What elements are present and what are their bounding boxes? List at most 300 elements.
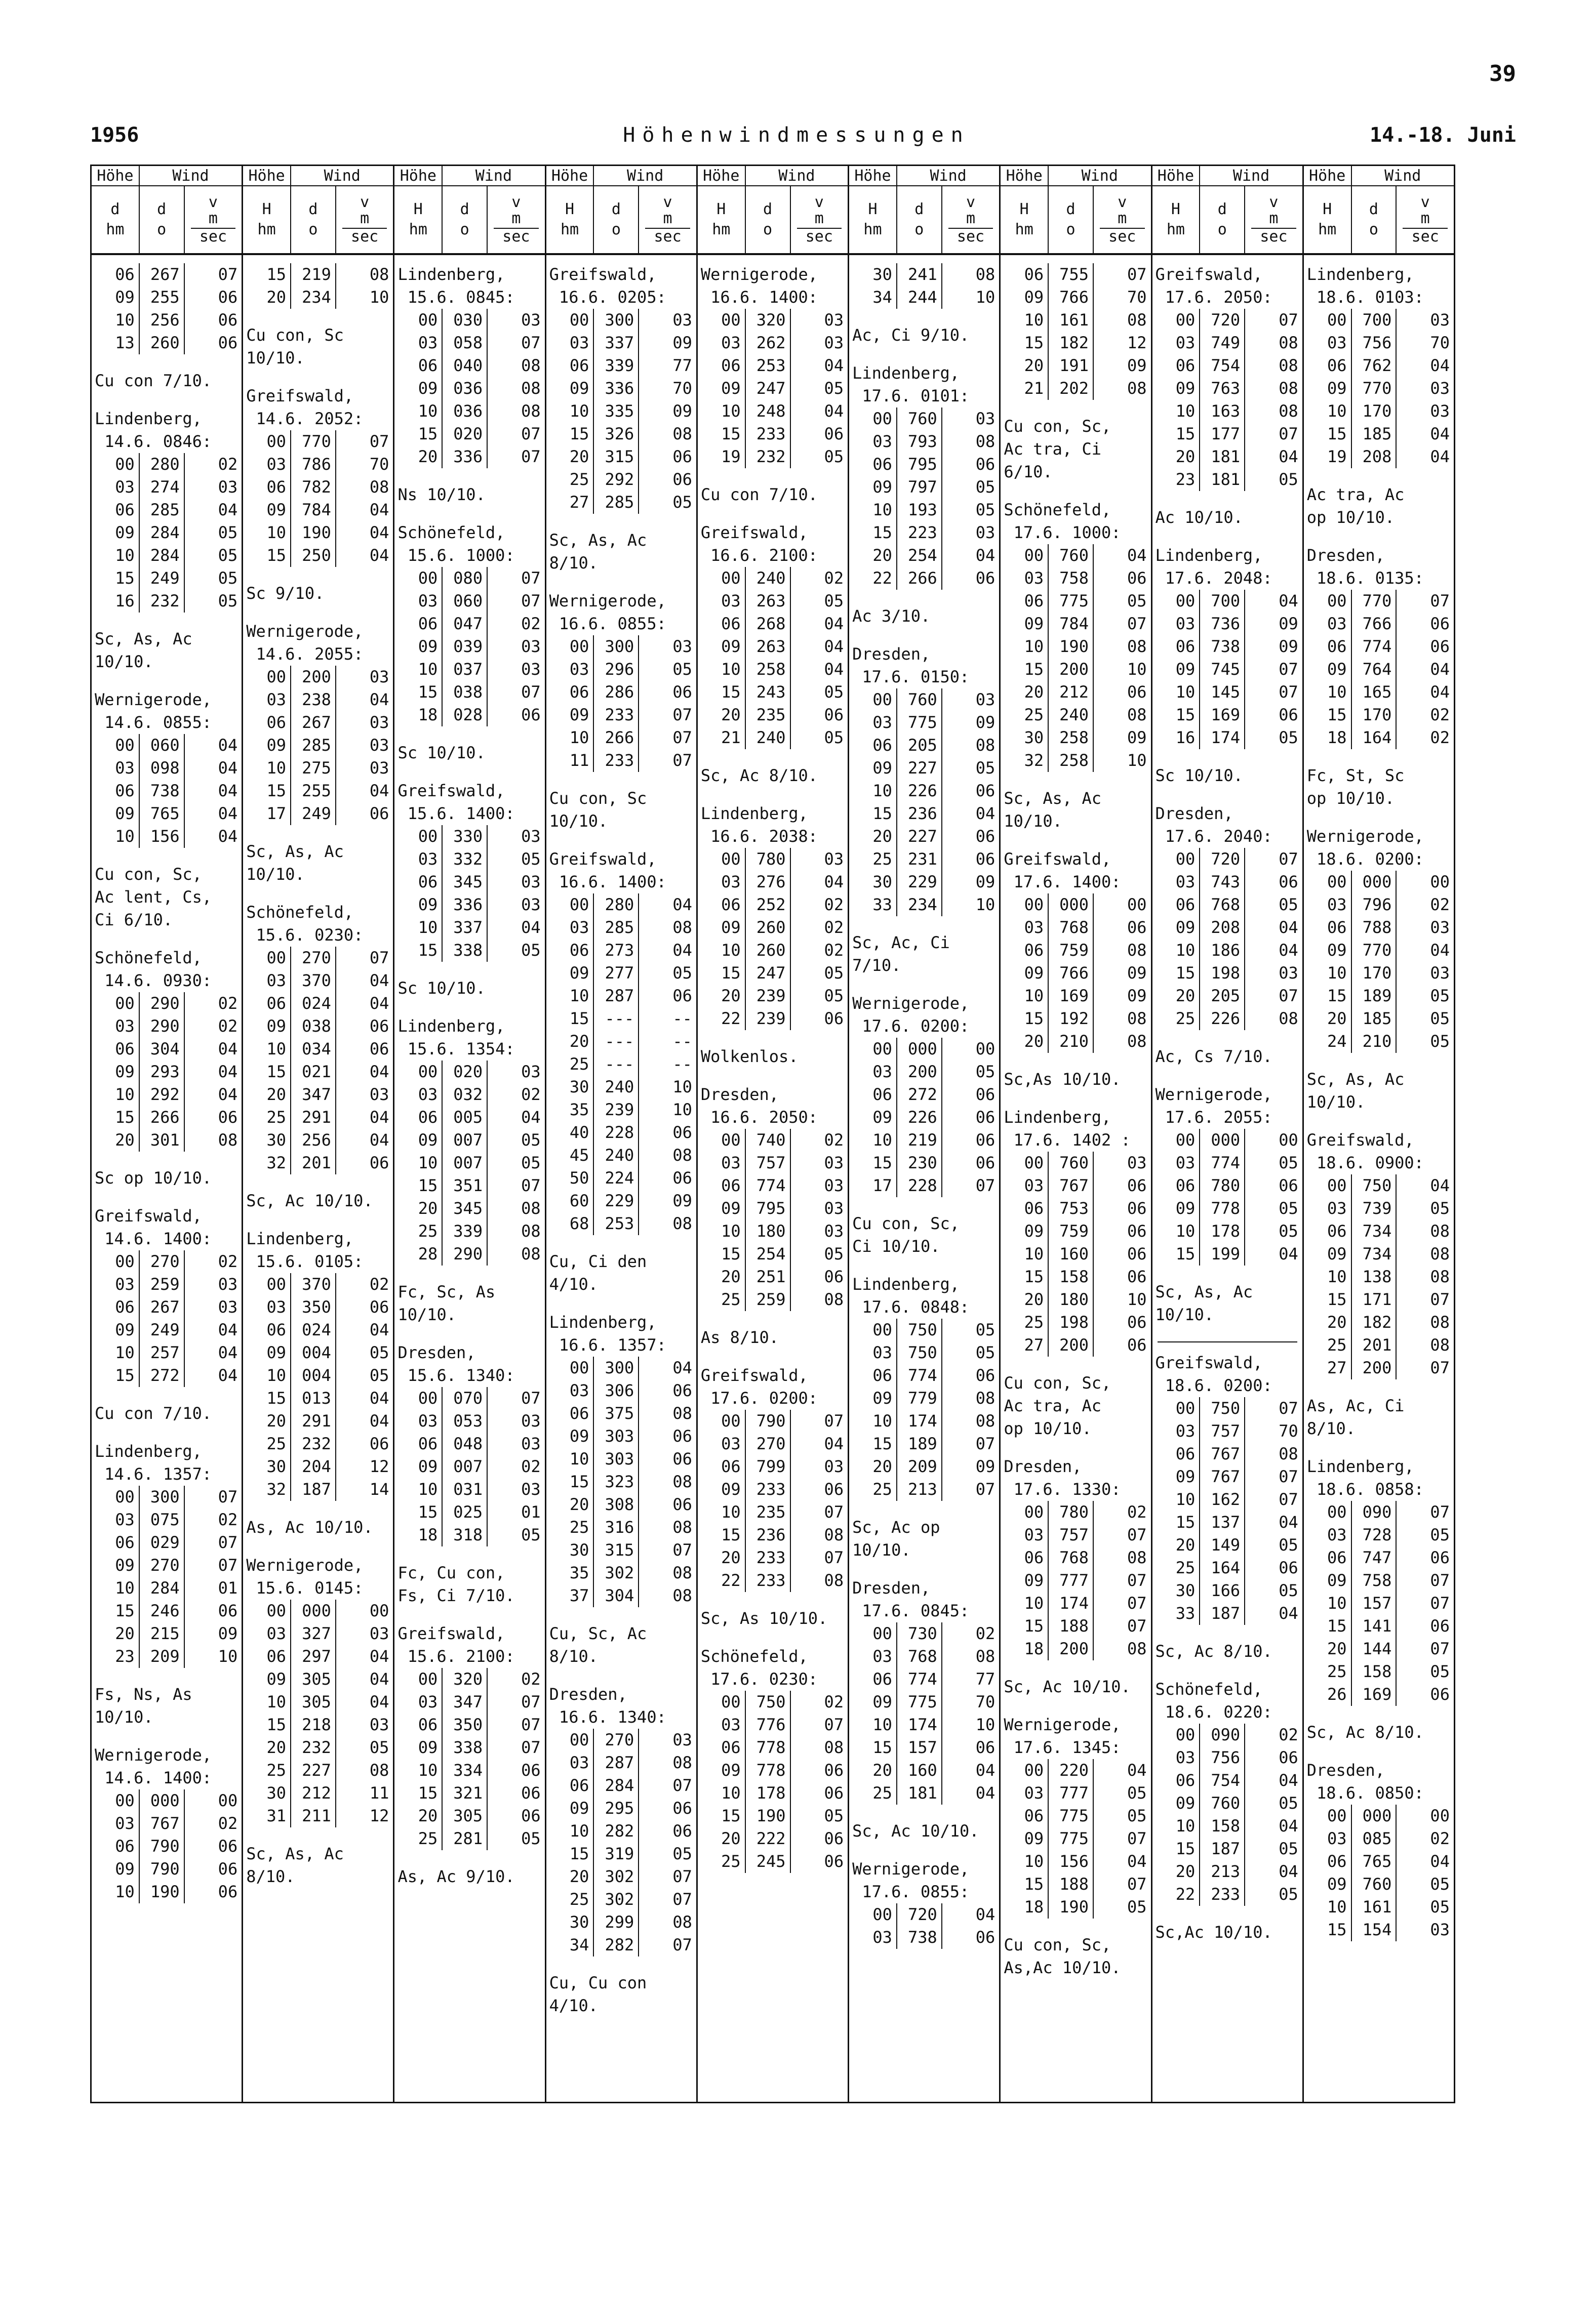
speed-cell: 06 (521, 1761, 541, 1780)
height-cell: 00 (243, 1600, 291, 1622)
speed-cell: 04 (369, 1320, 389, 1339)
table-row (849, 1341, 999, 1364)
table-row (243, 666, 393, 688)
speed-cell: 04 (975, 1783, 995, 1803)
header-v-symbol: v (1118, 193, 1127, 211)
direction-cell: 303 (594, 1425, 639, 1448)
header-direction-unit (291, 186, 336, 253)
table-row (1001, 704, 1150, 726)
header-hoehe: Höhe (243, 166, 291, 186)
height-cell: 68 (546, 1212, 594, 1235)
header-degree-unit: o (308, 221, 318, 238)
direction-cell: 249 (140, 567, 185, 590)
direction-cell: 330 (443, 825, 488, 848)
height-cell: 03 (849, 1645, 897, 1668)
table-row (1304, 354, 1454, 377)
speed-cell: 08 (672, 1146, 692, 1165)
header-height-unit (546, 186, 594, 253)
speed-cell: 03 (369, 758, 389, 778)
direction-cell: 174 (897, 1714, 942, 1736)
table-row (1152, 613, 1302, 635)
table-row (546, 962, 696, 985)
height-cell: 03 (546, 1379, 594, 1402)
page-number: 39 (1489, 61, 1516, 87)
station-label: Sc, Ac, Ci (852, 933, 950, 952)
speed-cell: 07 (521, 1176, 541, 1195)
direction-cell: 339 (443, 1220, 488, 1243)
direction-cell: 320 (746, 309, 791, 332)
speed-cell: 02 (824, 918, 844, 937)
measurement-block (849, 1516, 999, 1562)
header-v-symbol: v (1420, 193, 1430, 211)
speed-cell: 07 (1127, 1829, 1147, 1848)
table-row (698, 1569, 848, 1592)
direction-cell: 295 (594, 1797, 639, 1820)
height-cell: 10 (849, 1410, 897, 1433)
direction-cell: 778 (1200, 1197, 1245, 1220)
height-cell: 00 (1001, 1501, 1049, 1524)
table-row (1001, 916, 1150, 939)
station-label: Greifswald, (549, 265, 657, 284)
direction-cell: 238 (291, 688, 336, 711)
direction-cell: 020 (443, 423, 488, 445)
station-label: 17.6. 0230: (700, 1669, 818, 1689)
height-cell: 13 (92, 332, 140, 354)
speed-cell: 08 (369, 477, 389, 497)
height-cell: 10 (1152, 681, 1201, 704)
measurement-block (849, 931, 999, 977)
speed-cell: 09 (975, 713, 995, 732)
height-cell: 00 (394, 1668, 443, 1691)
speed-cell: 03 (521, 310, 541, 330)
speed-cell: 04 (218, 736, 238, 755)
table-row (243, 1600, 393, 1622)
height-cell: 09 (698, 1478, 746, 1501)
header-wind: Wind (1352, 166, 1454, 186)
header-hm-unit: hm (409, 221, 427, 238)
table-row (1304, 985, 1454, 1007)
speed-cell: 02 (521, 1457, 541, 1476)
measurement-block (394, 521, 544, 726)
direction-cell: 790 (140, 1858, 185, 1881)
header-wind: Wind (746, 166, 848, 186)
height-cell: 15 (1152, 423, 1201, 445)
height-cell: 03 (1304, 332, 1352, 354)
speed-cell: 04 (975, 546, 995, 565)
header-d-symbol: d (1369, 200, 1378, 218)
height-cell: 00 (849, 1319, 897, 1341)
speed-cell: 06 (1430, 1685, 1450, 1704)
header-v-symbol: v (814, 193, 824, 211)
height-cell: 09 (849, 1691, 897, 1714)
speed-cell: 70 (975, 1692, 995, 1711)
speed-cell: 06 (824, 1852, 844, 1871)
table-row (1152, 1815, 1302, 1838)
table-row (92, 567, 242, 590)
measurement-block (394, 1281, 544, 1326)
speed-cell: 06 (218, 1882, 238, 1901)
table-row (698, 445, 848, 468)
direction-cell: 229 (897, 871, 942, 893)
height-cell: 10 (394, 400, 443, 423)
height-cell: 09 (698, 916, 746, 939)
height-cell: 20 (546, 445, 594, 468)
direction-cell: 287 (594, 1751, 639, 1774)
station-label: Ac lent, Cs, (95, 887, 212, 907)
height-cell: 10 (243, 1364, 291, 1387)
table-row (849, 1926, 999, 1949)
height-cell: 15 (849, 1736, 897, 1759)
speed-cell: 07 (1279, 1490, 1298, 1509)
direction-cell: 187 (1200, 1838, 1245, 1860)
direction-cell: 185 (1352, 1007, 1397, 1030)
speed-cell: 05 (824, 447, 844, 466)
measurement-block (1152, 263, 1302, 491)
table-row (243, 688, 393, 711)
table-row (1304, 400, 1454, 423)
table-row (1304, 590, 1454, 613)
measurement-block (698, 483, 848, 506)
measurement-block (849, 1577, 999, 1805)
direction-cell: 234 (897, 893, 942, 916)
header-sec-unit: sec (797, 228, 842, 245)
column-header (92, 166, 242, 255)
height-cell: 10 (92, 309, 140, 332)
height-cell: 20 (1152, 1860, 1201, 1883)
table-row (243, 1273, 393, 1296)
table-row (849, 1319, 999, 1341)
direction-cell: 797 (897, 476, 942, 499)
height-cell: 20 (1304, 1007, 1352, 1030)
height-cell: 09 (394, 1736, 443, 1759)
direction-cell: 233 (1200, 1883, 1245, 1906)
speed-cell: 05 (1430, 1525, 1450, 1544)
height-cell: 06 (92, 1531, 140, 1554)
height-cell: 37 (546, 1584, 594, 1607)
table-row (92, 1106, 242, 1129)
measurement-block (1152, 1083, 1302, 1266)
direction-cell: 233 (746, 1546, 791, 1569)
speed-cell: 03 (824, 1457, 844, 1476)
table-row (546, 1007, 696, 1030)
direction-cell: 350 (291, 1296, 336, 1319)
direction-cell: 337 (443, 916, 488, 939)
direction-cell: 158 (1352, 1660, 1397, 1683)
station-label: Ac 10/10. (1155, 508, 1243, 527)
direction-cell: 296 (594, 658, 639, 681)
speed-cell: 04 (975, 804, 995, 823)
speed-cell: 08 (521, 1244, 541, 1263)
station-label: Lindenberg, (397, 1016, 505, 1036)
station-label: 17.6. 0855: (852, 1882, 970, 1901)
table-row (92, 1061, 242, 1083)
speed-cell: 10 (672, 1100, 692, 1119)
direction-cell: 256 (291, 1129, 336, 1152)
speed-cell: 07 (1127, 614, 1147, 633)
measurement-block (849, 362, 999, 590)
direction-cell: 247 (746, 962, 791, 985)
speed-cell: 06 (1127, 1335, 1147, 1355)
table-row (243, 1782, 393, 1805)
direction-cell: 345 (443, 871, 488, 893)
station-label: Sc, As 10/10. (700, 1609, 828, 1628)
table-row (849, 430, 999, 453)
table-row (849, 848, 999, 871)
header-degree-unit: o (460, 221, 469, 238)
height-cell: 06 (92, 1296, 140, 1319)
table-row (698, 1129, 848, 1152)
direction-cell: 219 (897, 1129, 942, 1152)
table-row (1001, 1220, 1150, 1243)
height-cell: 09 (1152, 658, 1201, 681)
direction-cell: 161 (1352, 1896, 1397, 1919)
table-row (1304, 658, 1454, 681)
speed-cell: 07 (672, 751, 692, 770)
table-row (394, 445, 544, 468)
height-cell: 25 (243, 1433, 291, 1455)
table-row (243, 1478, 393, 1501)
direction-cell: 323 (594, 1471, 639, 1493)
measurement-block (394, 780, 544, 962)
table-row (849, 1691, 999, 1714)
station-label: As 8/10. (700, 1328, 779, 1347)
height-cell: 09 (92, 1061, 140, 1083)
header-h-symbol: H (868, 200, 878, 218)
direction-cell: 775 (1049, 1805, 1094, 1827)
speed-cell: 03 (218, 1275, 238, 1294)
height-cell: 25 (849, 848, 897, 871)
direction-cell: 757 (746, 1152, 791, 1174)
height-cell: 20 (243, 1736, 291, 1759)
height-cell: 03 (92, 1812, 140, 1835)
height-cell: 09 (698, 635, 746, 658)
measurement-block (849, 643, 999, 916)
height-cell: 00 (698, 567, 746, 590)
header-degree-unit: o (914, 221, 924, 238)
height-cell: 03 (1001, 1524, 1049, 1546)
speed-cell: 08 (1127, 941, 1147, 960)
height-cell: 30 (1152, 1579, 1201, 1602)
height-cell: 18 (394, 704, 443, 726)
height-cell: 15 (394, 939, 443, 962)
height-cell: 00 (1304, 1174, 1352, 1197)
height-cell: 00 (1152, 1724, 1201, 1746)
speed-cell: 02 (1430, 895, 1450, 914)
station-label: As, Ac 10/10. (246, 1518, 373, 1537)
speed-cell: 05 (1430, 1662, 1450, 1681)
height-cell: 00 (546, 1729, 594, 1751)
direction-cell: 245 (746, 1850, 791, 1873)
header-height-unit (394, 186, 443, 253)
table-column (1152, 166, 1304, 2102)
station-label: Cu con, Sc, (1004, 1935, 1111, 1954)
speed-cell: 04 (1279, 1862, 1298, 1881)
measurement-block (1304, 825, 1454, 1053)
height-cell: 25 (394, 1827, 443, 1850)
station-label: Fc, Sc, As (397, 1282, 496, 1301)
table-row (243, 1622, 393, 1645)
height-cell: 20 (698, 985, 746, 1007)
direction-cell: 760 (1200, 1792, 1245, 1815)
speed-cell: 03 (672, 310, 692, 330)
speed-cell: 06 (672, 1821, 692, 1841)
station-label: 17.6. 1330: (1004, 1480, 1121, 1499)
speed-cell: 05 (824, 1806, 844, 1825)
direction-cell: 270 (291, 947, 336, 969)
station-label: 18.6. 0858: (1306, 1480, 1424, 1499)
direction-cell: 285 (291, 734, 336, 757)
height-cell: 03 (698, 332, 746, 354)
speed-cell: 06 (218, 333, 238, 352)
table-row (92, 1129, 242, 1152)
height-cell: 00 (1304, 590, 1352, 613)
height-cell: 09 (92, 802, 140, 825)
height-cell: 15 (394, 681, 443, 704)
speed-cell: 04 (824, 660, 844, 679)
table-row (1304, 939, 1454, 962)
table-row (394, 1524, 544, 1546)
speed-cell: 05 (218, 546, 238, 565)
station-label: 14.6. 1400: (95, 1229, 212, 1248)
height-cell: 06 (394, 1714, 443, 1736)
direction-cell: 258 (746, 658, 791, 681)
station-label: 14.6. 2055: (246, 644, 364, 664)
speed-cell: 00 (975, 1039, 995, 1058)
table-row (394, 1243, 544, 1266)
direction-cell: 256 (140, 309, 185, 332)
station-label: op 10/10. (1306, 508, 1395, 527)
direction-cell: 209 (140, 1645, 185, 1668)
height-cell: 03 (1001, 916, 1049, 939)
speed-cell: 06 (1127, 1313, 1147, 1332)
height-cell: 06 (92, 1835, 140, 1858)
direction-cell: 287 (594, 985, 639, 1007)
table-row (546, 1751, 696, 1774)
measurement-block (1001, 848, 1150, 1053)
speed-cell: 05 (975, 477, 995, 497)
station-label: Cu con, Sc, (852, 1214, 960, 1233)
station-label: Ci 6/10. (95, 910, 173, 929)
speed-cell: 03 (824, 1176, 844, 1195)
speed-cell: 06 (975, 1366, 995, 1385)
table-row (546, 1934, 696, 1956)
measurement-block (1001, 1455, 1150, 1660)
speed-cell: 12 (1127, 333, 1147, 352)
table-row (394, 1410, 544, 1433)
station-label: 16.6. 2050: (700, 1108, 818, 1127)
direction-cell: 774 (746, 1174, 791, 1197)
table-row (698, 635, 848, 658)
speed-cell: 07 (672, 1890, 692, 1909)
column-header (546, 166, 696, 255)
speed-cell: 70 (1127, 288, 1147, 307)
height-cell: 00 (849, 1038, 897, 1061)
direction-cell: 260 (746, 939, 791, 962)
table-row (849, 1152, 999, 1174)
height-cell: 18 (1001, 1638, 1049, 1660)
height-cell: 10 (92, 1341, 140, 1364)
height-cell: 10 (243, 521, 291, 544)
height-cell: 00 (1001, 544, 1049, 567)
header-hoehe: Höhe (698, 166, 746, 186)
speed-cell: 05 (975, 500, 995, 519)
table-row (849, 1714, 999, 1736)
station-label: Lindenberg, (852, 1275, 960, 1294)
speed-cell: 05 (1279, 1839, 1298, 1858)
table-row (546, 1121, 696, 1144)
table-row (546, 309, 696, 332)
direction-cell: 160 (897, 1759, 942, 1782)
table-row (546, 1190, 696, 1212)
speed-cell: 04 (369, 1389, 389, 1408)
speed-cell: 06 (824, 1480, 844, 1499)
speed-cell: 04 (369, 781, 389, 800)
header-sec-unit: sec (494, 228, 539, 245)
height-cell: 03 (1304, 613, 1352, 635)
speed-cell: 07 (1430, 1502, 1450, 1522)
speed-cell: 07 (1430, 1594, 1450, 1613)
direction-cell: 157 (897, 1736, 942, 1759)
station-label: Cu con, Sc (246, 325, 344, 345)
station-label: Fc, Cu con, (397, 1563, 505, 1582)
table-row (698, 1850, 848, 1873)
table-row (546, 445, 696, 468)
table-row (1001, 332, 1150, 354)
direction-cell: --- (594, 1007, 639, 1030)
speed-cell: 08 (1127, 705, 1147, 724)
direction-cell: 037 (443, 658, 488, 681)
direction-cell: 141 (1352, 1615, 1397, 1638)
speed-cell: 08 (1127, 1548, 1147, 1567)
station-label: Dresden, (1004, 1457, 1082, 1476)
speed-cell: 02 (218, 1252, 238, 1271)
speed-cell: 03 (1430, 963, 1450, 983)
table-row (1152, 1220, 1302, 1243)
station-label: Wernigerode, (246, 622, 364, 641)
header-degree-unit: o (1066, 221, 1076, 238)
height-cell: 10 (849, 1714, 897, 1736)
header-d-symbol: d (460, 200, 469, 218)
station-label: 8/10. (246, 1867, 295, 1886)
speed-cell: 04 (218, 827, 238, 846)
direction-cell: 284 (140, 1577, 185, 1600)
measurement-block (1304, 263, 1454, 468)
direction-cell: 200 (897, 1061, 942, 1083)
height-cell: 27 (1001, 1334, 1049, 1357)
speed-cell: 07 (521, 1692, 541, 1711)
height-cell: 09 (546, 962, 594, 985)
measurement-block (1304, 764, 1454, 810)
table-row (243, 1083, 393, 1106)
direction-cell: 161 (1049, 309, 1094, 332)
height-cell: 00 (546, 893, 594, 916)
direction-cell: 032 (443, 1083, 488, 1106)
speed-cell: 06 (975, 455, 995, 474)
station-label: Lindenberg, (95, 409, 202, 428)
station-label: Sc, Ac 8/10. (1306, 1723, 1424, 1742)
station-label: Schönefeld, (397, 523, 505, 542)
table-row (92, 544, 242, 567)
table-row (1001, 1569, 1150, 1592)
measurement-block (1001, 1068, 1150, 1091)
height-cell: 03 (546, 916, 594, 939)
speed-cell: 05 (369, 1366, 389, 1385)
header-direction-unit (1049, 186, 1094, 253)
direction-cell: 336 (443, 893, 488, 916)
direction-cell: 750 (746, 1691, 791, 1714)
station-label: 8/10. (549, 1647, 598, 1666)
table-row (92, 1531, 242, 1554)
